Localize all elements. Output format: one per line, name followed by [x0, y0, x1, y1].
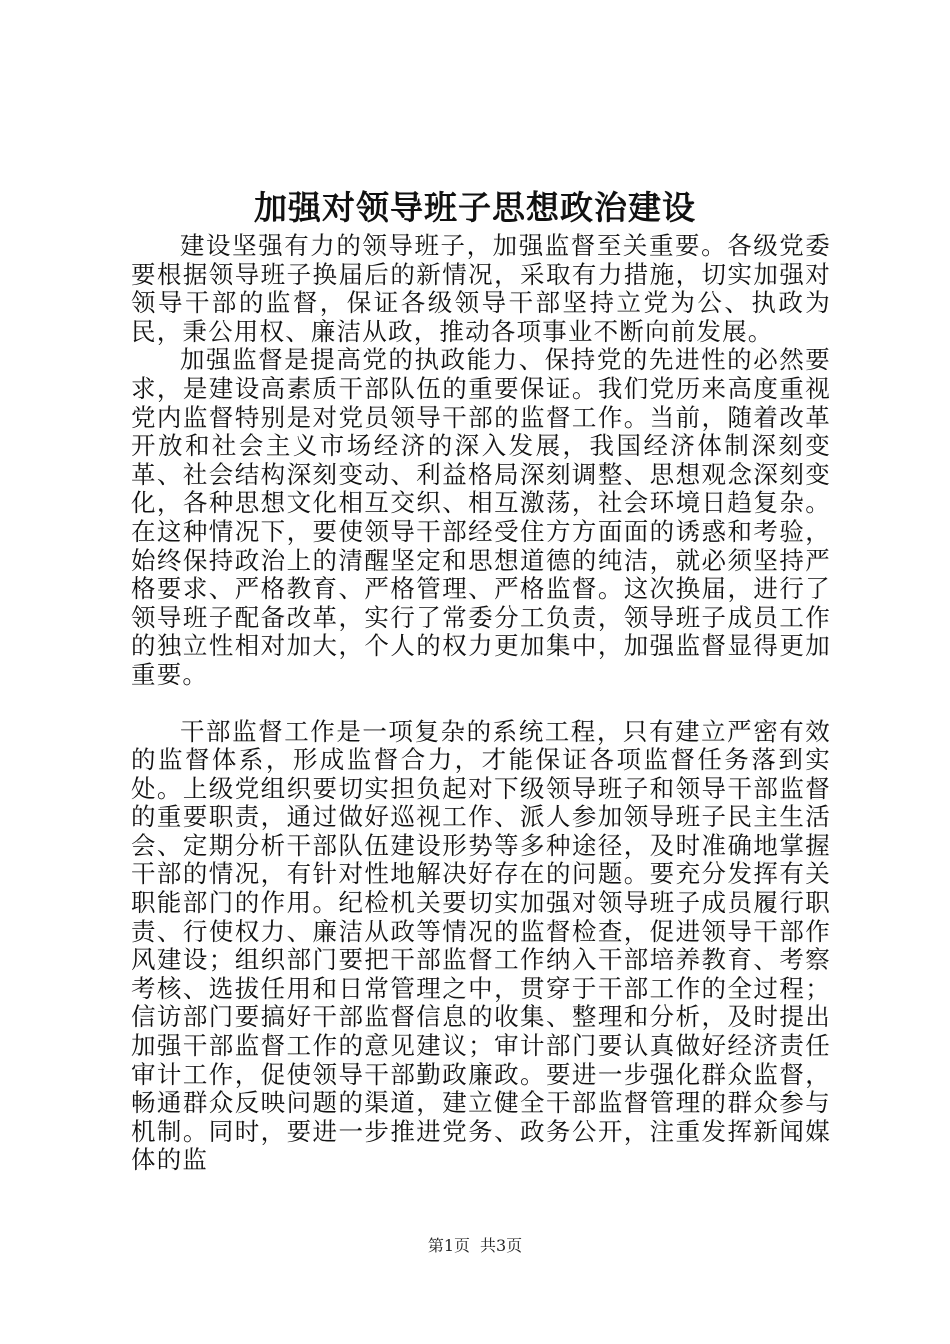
document-body [131, 232, 831, 1175]
paragraph-1: 建设坚强有力的领导班子，加强监督至关重要。各级党委要根据领导班子换届后的新情况，采取有力措施，切实加强对领导干部的监督，保证各级领导干部坚持立党为公、执政为民，秉公用权、廉洁从政，推动各项事业不断向前发展。 [131, 231, 831, 346]
document-title: 加强对领导班子思想政治建设 [254, 188, 696, 227]
paragraph-2: 加强监督是提高党的执政能力、保持党的先进性的必然要求，是建设高素质干部队伍的重要保证。我们党历来高度重视党内监督特别是对党员领导干部的监督工作。当前，随着改革开放和社会主义市场经济的深入发展，我国经济体制深刻变革、社会结构深刻变动、利益格局深刻调整、思想观念深刻变化，各种思想文化相互交织、相互激荡，社会环境日趋复杂。在这种情况下，要使领导干部经受住方方面面的诱惑和考验，始终保持政治上的清醒坚定和思想道德的纯洁，就必须坚持严格要求、严格教育、严格管理、严格监督。这次换届，进行了领导班子配备改革，实行了常委分工负责，领导班子成员工作的独立性相对加大，个人的权力更加集中，加强监督显得更加重要。 [131, 345, 831, 689]
page-total: 共3页 [480, 1236, 523, 1255]
page-footer [0, 1235, 950, 1257]
page-number: 第1页 [427, 1236, 470, 1255]
paragraph-3: 干部监督工作是一项复杂的系统工程，只有建立严密有效的监督体系，形成监督合力，才能保证各项监督任务落到实处。上级党组织要切实担负起对下级领导班子和领导干部监督的重要职责，通过做好巡视工作、派人参加领导班子民主生活会、定期分析干部队伍建设形势等多种途径，及时准确地掌握干部的情况，有针对性地解决好存在的问题。要充分发挥有关职能部门的作用。纪检机关要切实加强对领导班子成员履行职责、行使权力、廉洁从政等情况的监督检查，促进领导干部作风建设；组织部门要把干部监督工作纳入干部培养教育、考察考核、选拔任用和日常管理之中，贯穿于干部工作的全过程；信访部门要搞好干部监督信息的收集、整理和分析，及时提出加强干部监督工作的意见建议；审计部门要认真做好经济责任审计工作，促使领导干部勤政廉政。要进一步强化群众监督，畅通群众反映问题的渠道，建立健全干部监督管理的群众参与机制。同时，要进一步推进党务、政务公开，注重发挥新闻媒体的监 [131, 716, 831, 1175]
